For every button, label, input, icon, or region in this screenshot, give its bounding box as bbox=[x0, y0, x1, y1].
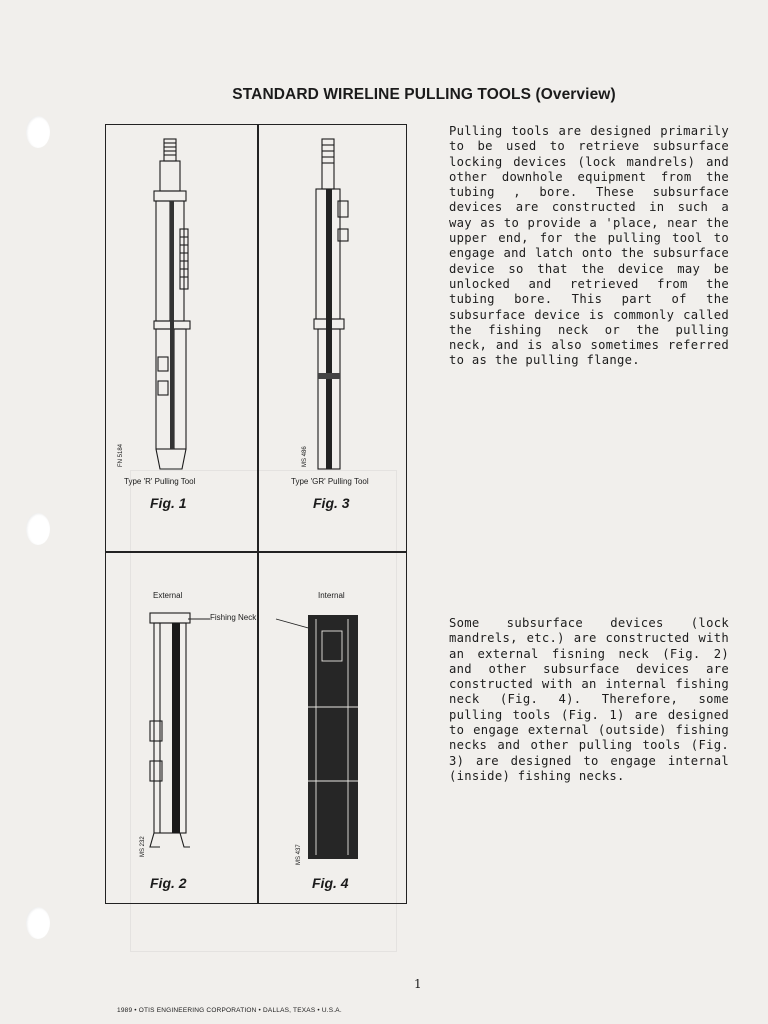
fishing-neck-callout: Fishing Neck bbox=[210, 613, 257, 622]
fig1-caption: Type 'R' Pulling Tool bbox=[124, 477, 196, 486]
ms-number: MS 437 bbox=[296, 844, 302, 865]
type-r-pulling-tool-drawing bbox=[150, 137, 198, 477]
ms-number: MS 486 bbox=[302, 446, 308, 467]
page-title: STANDARD WIRELINE PULLING TOOLS (Overview) bbox=[232, 86, 616, 103]
punch-hole bbox=[26, 116, 50, 148]
grid-divider bbox=[106, 551, 406, 553]
fig3-caption: Type 'GR' Pulling Tool bbox=[291, 477, 369, 486]
fishing-neck-paragraph: Some subsurface devices (lock mandrels, etc.) are constructed with an external fisning neck (Fig. 2) and other subsurface devices are constructed with an internal fishing neck (Fig. 4). Therefore, some pulling tools (Fig. 1) are designed to engage external (outside) fishing necks and other pulling tools (Fig. 3) are designed to engage internal (inside) fishing necks. bbox=[449, 616, 729, 783]
internal-fishing-neck-drawing bbox=[304, 611, 364, 863]
type-gr-pulling-tool-drawing bbox=[310, 137, 354, 477]
footer: 1989 • OTIS ENGINEERING CORPORATION • DALLAS, TEXAS • U.S.A. bbox=[117, 1007, 342, 1014]
fig4-label: Fig. 4 bbox=[312, 875, 349, 891]
figure-grid bbox=[105, 124, 407, 904]
grid-divider bbox=[257, 125, 259, 903]
fig3-label: Fig. 3 bbox=[313, 495, 350, 511]
ms-number: MS 232 bbox=[140, 836, 146, 857]
ms-number: FN 5184 bbox=[118, 443, 124, 467]
external-fishing-neck-drawing bbox=[146, 611, 196, 863]
fig2-heading: External bbox=[153, 591, 183, 600]
intro-paragraph: Pulling tools are designed primarily to be used to retrieve subsurface locking devices (lock mandrels) and other downhole equipment from the tubing , bore. These subsurface devices are constructed in such a way as to provide a 'place, near the upper end, for the pulling tool to engage and latch onto the subsurface device so that the device may be unlocked and retrieved from the tubing bore. This part of the subsurface device is commonly called the fishing neck or the pulling neck, and is also sometimes referred to as the pulling flange. bbox=[449, 124, 729, 368]
punch-hole bbox=[26, 907, 50, 939]
page-number: 1 bbox=[414, 977, 422, 991]
punch-hole bbox=[26, 513, 50, 545]
fig4-heading: Internal bbox=[318, 591, 345, 600]
fig2-label: Fig. 2 bbox=[150, 875, 187, 891]
fig1-label: Fig. 1 bbox=[150, 495, 187, 511]
